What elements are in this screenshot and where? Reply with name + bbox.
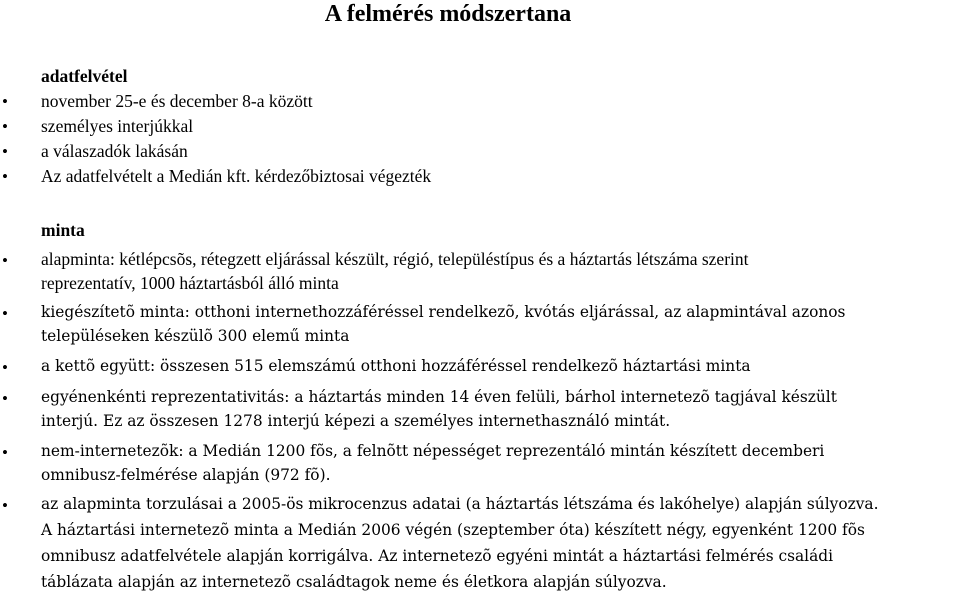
bullet-icon: •	[2, 358, 8, 377]
section-heading-minta: minta	[41, 220, 85, 240]
list-item	[41, 139, 956, 163]
list-item-line: egyénenkénti reprezentativitás: a háztartás minden 14 éven felüli, bárhol internetezõ tagjával készült	[41, 388, 837, 406]
list-item	[41, 439, 956, 487]
list-item	[41, 385, 956, 433]
bullet-icon: •	[2, 142, 8, 161]
list-item-line: a kettõ együtt: összesen 515 elemszámú otthoni hozzáféréssel rendelkezõ háztartási minta	[41, 357, 751, 375]
list-item-line: a válaszadók lakásán	[41, 141, 188, 161]
bullet-icon: •	[2, 92, 8, 111]
list-item-line: november 25-e és december 8-a között	[41, 91, 313, 111]
list-item-line: interjú. Ez az összesen 1278 interjú képezi a személyes internethasználó mintát.	[41, 412, 671, 430]
list-item-line: személyes interjúkkal	[41, 116, 194, 136]
list-item	[41, 247, 956, 295]
list-item-line: A háztartási internetezõ minta a Medián 2006 végén (szeptember óta) készített négy, egyenként 1200 fõs	[41, 521, 865, 539]
page-title: A felmérés módszertana	[324, 1, 572, 27]
bullet-icon: •	[2, 389, 8, 408]
list-item-line: omnibusz-felmérése alapján (972 fõ).	[41, 466, 331, 484]
list-item	[41, 164, 956, 188]
list-item-line: reprezentatív, 1000 háztartásból álló minta	[41, 273, 339, 293]
list-item-line: omnibusz adatfelvétele alapján korrigálva. Az internetezõ egyéni mintát a háztartási felmérés családi	[41, 547, 834, 565]
list-item-line: nem-internetezõk: a Medián 1200 fõs, a felnõtt népességet reprezentáló mintán készített decemberi	[41, 442, 825, 460]
list-item-line: alapminta: kétlépcsõs, rétegzett eljárással készült, régió, településtípus és a háztartás létszáma szerint	[41, 249, 749, 269]
list-item	[41, 89, 956, 113]
bullet-icon: •	[2, 496, 8, 515]
list-item-line: az alapminta torzulásai a 2005-ös mikrocenzus adatai (a háztartás létszáma és lakóhelye) alapján súlyozva.	[41, 495, 879, 513]
bullet-icon: •	[2, 251, 8, 270]
bullet-icon: •	[2, 167, 8, 186]
list-item	[41, 354, 956, 378]
list-item-line: táblázata alapján az internetezõ családtagok neme és életkora alapján súlyozva.	[41, 573, 667, 591]
list-item	[41, 491, 956, 595]
list-item	[41, 114, 956, 138]
list-item-line: Az adatfelvételt a Medián kft. kérdezőbiztosai végezték	[41, 166, 432, 186]
list-item-line: településeken készülõ 300 elemű minta	[41, 327, 350, 345]
list-item-line: kiegészítetõ minta: otthoni internethozzáféréssel rendelkezõ, kvótás eljárással, az alapmintával azonos	[41, 303, 846, 321]
bullet-icon: •	[2, 304, 8, 323]
list-item	[41, 300, 956, 348]
bullet-icon: •	[2, 443, 8, 462]
section-heading-adatfelvetel: adatfelvétel	[41, 66, 128, 86]
bullet-icon: •	[2, 117, 8, 136]
